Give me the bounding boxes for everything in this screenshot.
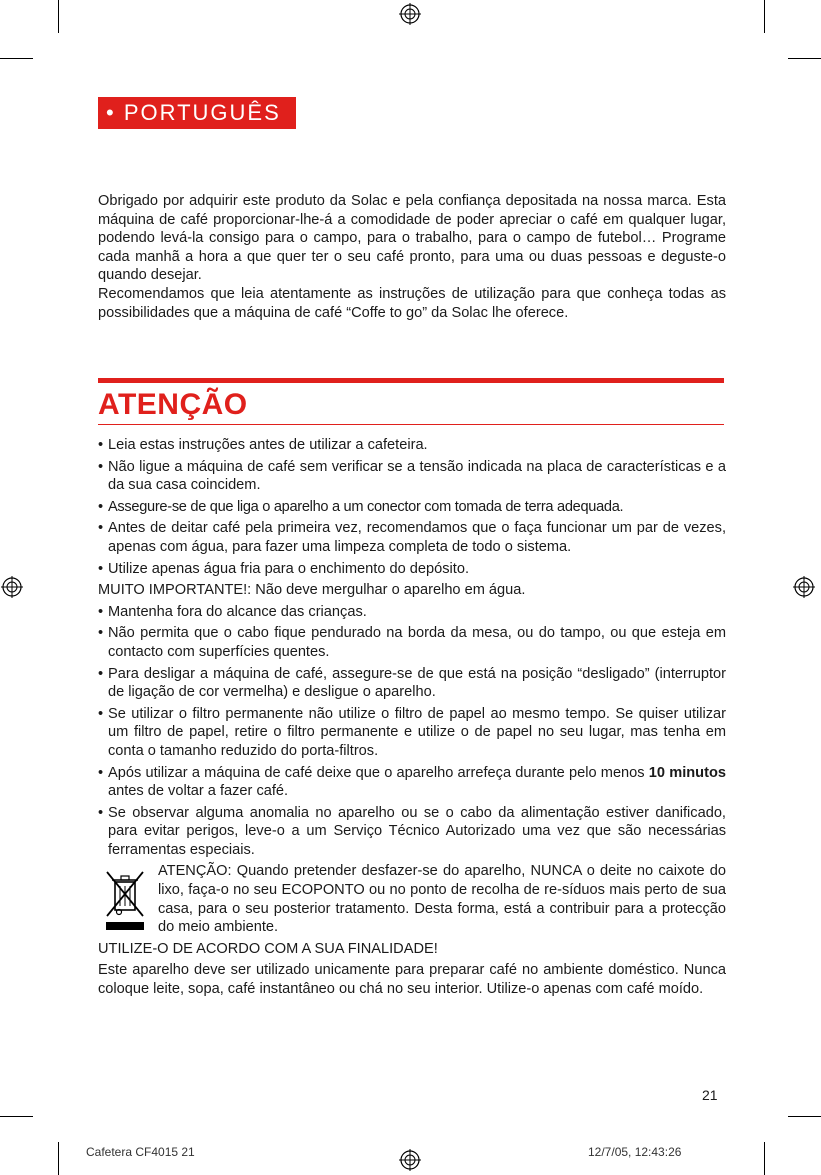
footer-timestamp: 12/7/05, 12:43:26 (588, 1145, 682, 1159)
intro-paragraph: Recomendamos que leia atentamente as instruções de utilização para que conheça todas as possibilidades que a máquina de café “Coffe to go” da Solac lhe oferece. (98, 285, 726, 321)
disposal-notice (98, 862, 726, 936)
list-item: • Não permita que o cabo fique pendurado na borda da mesa, ou do tampo, ou que esteja em contacto com superfícies quentes. (98, 624, 726, 661)
cooling-text: Após utilizar a máquina de café deixe que o aparelho arrefeça durante pelo menos (108, 764, 649, 781)
list-item: • Mantenha fora do alcance das crianças. (98, 603, 726, 622)
list-item: • Não ligue a máquina de café sem verificar se a tensão indicada na placa de características e a da sua casa coincidem. (98, 458, 726, 495)
page-number: 21 (702, 1087, 718, 1103)
heading-rule (98, 378, 724, 383)
list-item: • Assegure-se de que liga o aparelho a um conector com tomada de terra adequada. (98, 498, 726, 517)
intro-text (98, 192, 726, 322)
registration-mark-icon (399, 3, 421, 25)
crop-mark (58, 0, 59, 33)
crop-mark (788, 58, 821, 59)
crop-mark (0, 58, 33, 59)
warning-heading: ATENÇÃO (98, 388, 248, 421)
disposal-text: ATENÇÃO: Quando pretender desfazer-se do aparelho, NUNCA o deite no caixote do lixo, faça-o no seu ECOPONTO ou no ponto de recolha de re-síduos mais perto de sua casa, para o seu posterior tratamento. Desta forma, está a contribuir para a protecção do meio ambiente. (158, 863, 726, 936)
crop-mark (58, 1142, 59, 1175)
very-important-note: MUITO IMPORTANTE!: Não deve mergulhar o aparelho em água. (98, 582, 526, 599)
cooling-text: antes de voltar a fazer café. (108, 783, 289, 800)
list-item: • Leia estas instruções antes de utilizar a cafeteira. (98, 436, 726, 455)
registration-mark-icon (793, 576, 815, 598)
list-item-cooling (98, 764, 726, 801)
heading-underline (98, 424, 724, 425)
list-item: • Utilize apenas água fria para o enchimento do depósito. (98, 560, 726, 579)
list-item: • Se observar alguma anomalia no aparelho ou se o cabo da alimentação estiver danificado, para evitar perigos, leve-o a um Serviço Técnico Autorizado uma vez que são necessárias ferramentas especiais. (98, 804, 726, 860)
language-banner: • PORTUGUÊS (98, 97, 296, 129)
crop-mark (764, 0, 765, 33)
registration-mark-icon (399, 1149, 421, 1171)
intro-paragraph: Obrigado por adquirir este produto da Solac e pela confiança depositada na nossa marca. Esta máquina de café proporcionar-lhe-á a comodidade de poder apreciar o café em qualquer lugar, podendo levá-la consigo para o campo, para o trabalho, para o campo de futebol… Programe cada manhã a hora a que quer ter o seu café pronto, para uma ou duas pessoas e deguste-o quando desejar. (98, 193, 726, 284)
list-item: • Para desligar a máquina de café, assegure-se de que está na posição “desligado” (interruptor de ligação de cor vermelha) e desligue o aparelho. (98, 665, 726, 702)
warnings-body (98, 436, 726, 1002)
registration-mark-icon (1, 576, 23, 598)
crop-mark (788, 1116, 821, 1117)
crop-mark (0, 1116, 33, 1117)
list-item: • Antes de deitar café pela primeira vez, recomendamos que o faça funcionar um par de vezes, apenas com água, para fazer uma limpeza completa de todo o sistema. (98, 519, 726, 556)
footer-file-label: Cafetera CF4015 21 (86, 1145, 195, 1159)
cooling-duration: 10 minutos (648, 764, 726, 781)
list-item: • Se utilizar o filtro permanente não utilize o filtro de papel ao mesmo tempo. Se quiser utilizar um filtro de papel, retire o filtro permanente e utilize o de papel no seu lugar, mas tenha em conta o tamanho reduzido do porta-filtros. (98, 705, 726, 761)
crossed-bin-icon (104, 868, 146, 932)
domestic-use-paragraph: Este aparelho deve ser utilizado unicamente para preparar café no ambiente doméstico. Nunca coloque leite, sopa, café instantâneo ou chá no seu interior. Utilize-o apenas com café moído. (98, 962, 726, 998)
use-purpose-note: UTILIZE-O DE ACORDO COM A SUA FINALIDADE! (98, 940, 438, 957)
crop-mark (764, 1142, 765, 1175)
